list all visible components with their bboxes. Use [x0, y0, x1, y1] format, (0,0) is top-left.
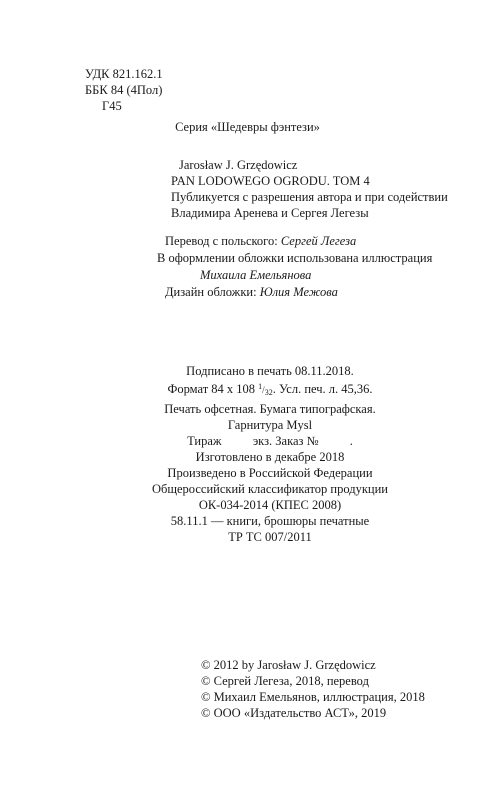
cover-design-credit — [157, 284, 432, 301]
print-run-mid: экз. Заказ № — [252, 434, 319, 448]
original-author: Jarosław J. Grzędowicz — [179, 158, 298, 172]
print-run-label: Тираж — [187, 434, 222, 448]
copyright-line: © 2012 by Jarosław J. Grzędowicz — [201, 658, 376, 672]
print-run-line — [150, 433, 390, 449]
author-sign-code: Г45 — [102, 99, 122, 113]
manufactured-line: Изготовлено в декабре 2018 — [195, 450, 345, 464]
translation-credit — [157, 233, 432, 250]
credits-block — [157, 233, 432, 301]
format-suffix: . Усл. печ. л. 45,36. — [272, 382, 373, 396]
print-run-end: . — [349, 434, 353, 448]
classification-block — [85, 66, 163, 114]
udk-code: УДК 821.162.1 — [85, 67, 163, 81]
okpd-line: ОК-034-2014 (КПЕС 2008) — [198, 498, 342, 512]
cover-design-label: Дизайн обложки: — [165, 285, 257, 299]
original-edition-block — [171, 157, 448, 221]
illustrator-name: Михаила Емельянова — [200, 268, 312, 282]
rights-line-2: Владимира Аренева и Сергея Легезы — [171, 206, 369, 220]
format-numerator: 1 — [258, 382, 263, 391]
signed-to-print: Подписано в печать 08.11.2018. — [186, 364, 354, 378]
format-line — [150, 379, 390, 401]
imprint-block — [150, 363, 390, 545]
category-line: 58.11.1 — книги, брошюры печатные — [170, 514, 370, 528]
classifier-line: Общероссийский классификатор продукции — [151, 482, 389, 496]
format-denominator: 32 — [264, 388, 273, 397]
original-title: PAN LODOWEGO OGRODU. TOM 4 — [171, 174, 370, 188]
produced-line: Произведено в Российской Федерации — [167, 466, 373, 480]
format-fraction: $^1/_{32}$ — [258, 382, 273, 397]
copyright-line: © ООО «Издательство АСТ», 2019 — [201, 706, 387, 720]
series-line: Серия «Шедевры фэнтези» — [175, 120, 320, 134]
cover-illustration-label: В оформлении обложки использована иллюстрация — [157, 251, 433, 265]
rights-line-1: Публикуется с разрешения автора и при содействии — [171, 190, 448, 204]
typeface-line: Гарнитура Mysl — [227, 418, 313, 432]
copyright-block — [201, 657, 425, 721]
paper-line: Печать офсетная. Бумага типографская. — [164, 402, 376, 416]
translator-name: Сергей Легеза — [280, 234, 357, 248]
format-prefix: Формат 84 х 108 — [167, 382, 256, 396]
translation-label: Перевод с польского: — [165, 234, 278, 248]
designer-name: Юлия Межова — [259, 285, 338, 299]
copyright-line: © Сергей Легеза, 2018, перевод — [201, 674, 369, 688]
tr-line: ТР ТС 007/2011 — [228, 530, 312, 544]
copyright-line: © Михаил Емельянов, иллюстрация, 2018 — [201, 690, 425, 704]
bbk-code: ББК 84 (4Пол) — [85, 83, 163, 97]
